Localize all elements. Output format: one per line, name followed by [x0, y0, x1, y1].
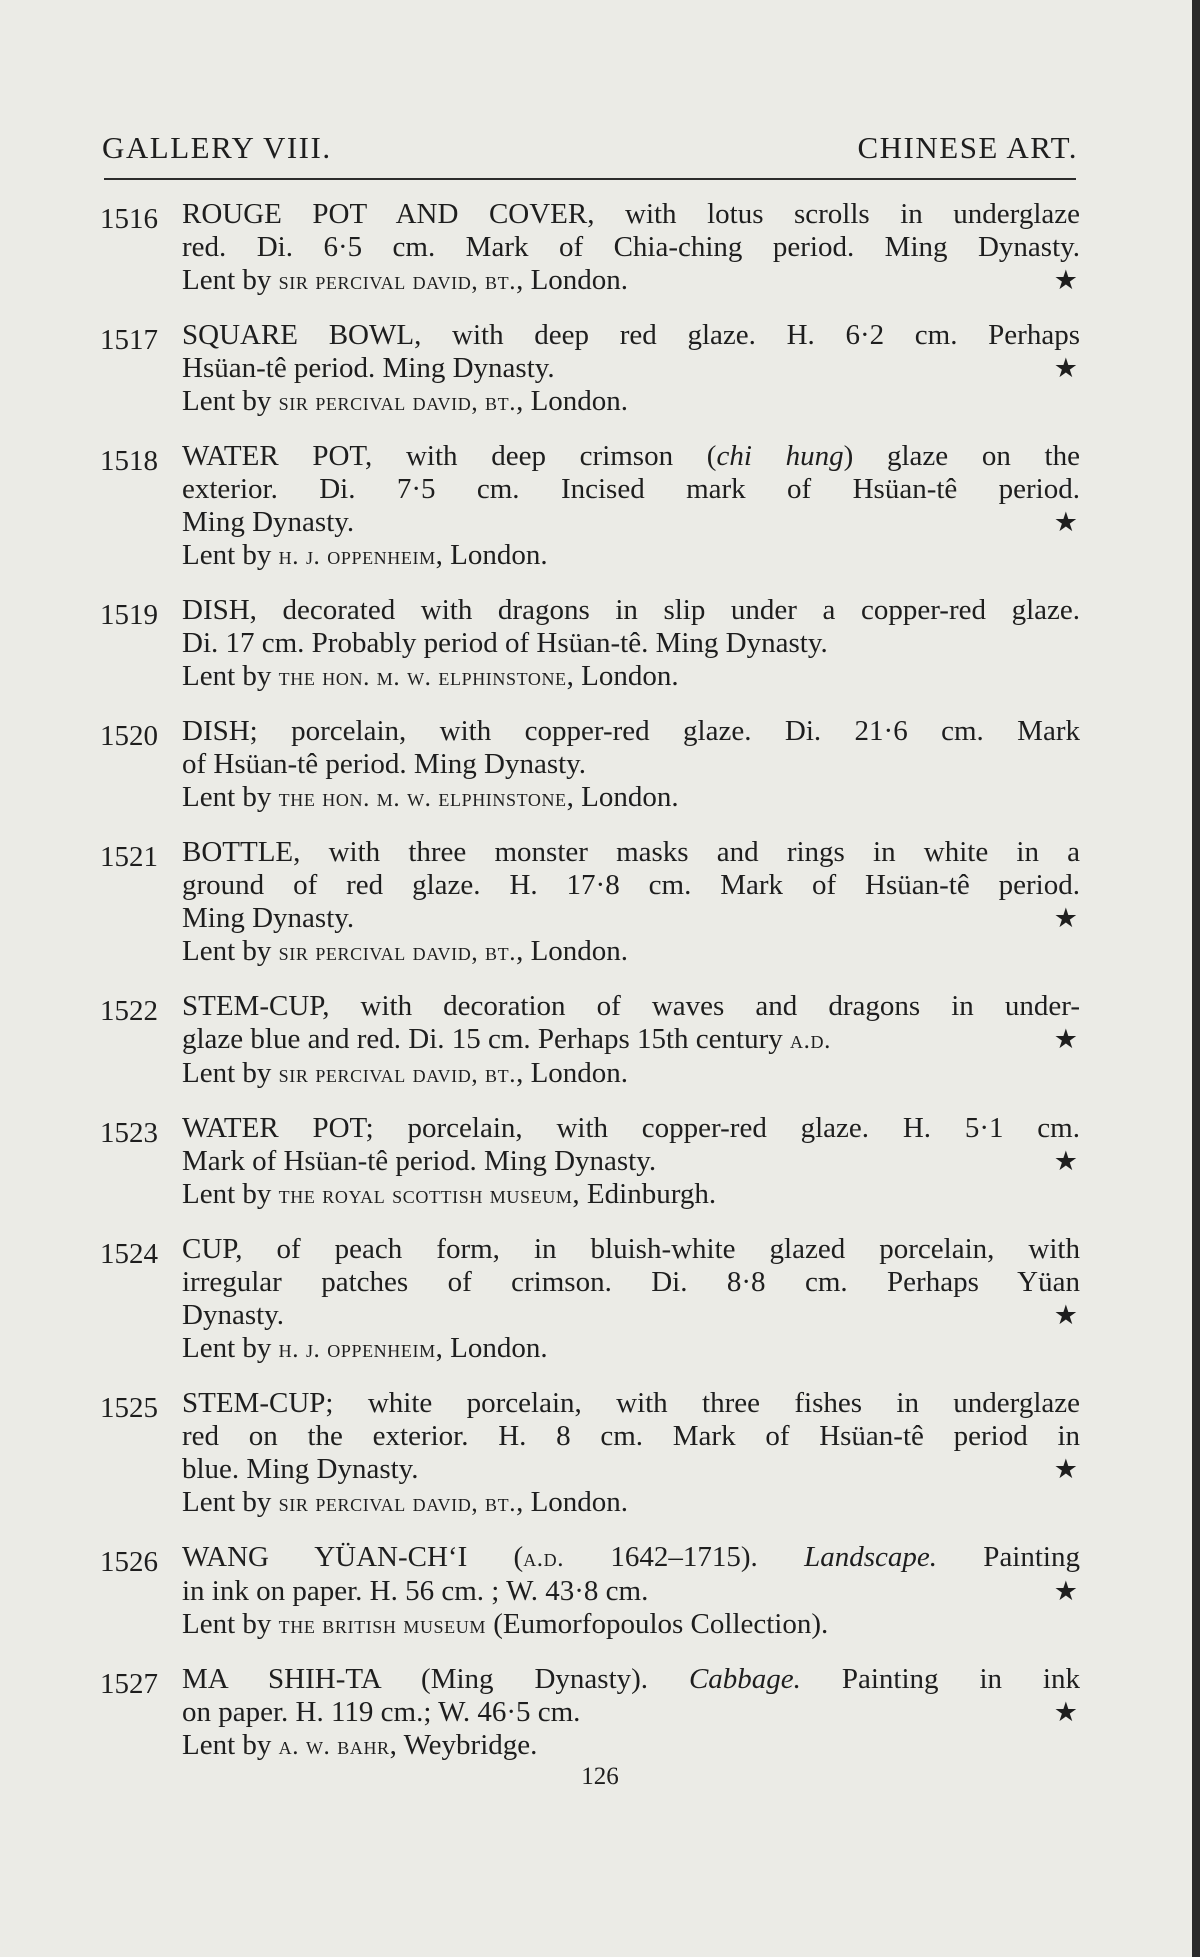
entry-number: 1524: [100, 1238, 158, 1270]
lender-line: [182, 935, 1080, 969]
entry-number: 1516: [100, 203, 158, 235]
entry-number: 1523: [100, 1117, 158, 1149]
era-abbrev: a.d.: [523, 1545, 565, 1572]
entry-line: [182, 1453, 1080, 1486]
entry-number: 1527: [100, 1668, 158, 1700]
star-icon: ★: [1053, 1576, 1078, 1606]
lender-place: , London.: [566, 660, 679, 692]
catalogue-entry-1521: [100, 836, 1080, 969]
entry-line: Di. 17 cm. Probably period of Hsüan-tê. Ming Dynasty.: [182, 627, 828, 659]
lender-place: , London.: [516, 1486, 629, 1518]
lender-line: [182, 781, 1080, 815]
entry-line-text: Dynasty.: [182, 1299, 285, 1331]
entry-line: DISH, decorated with dragons in slip under a copper-red glaze.: [182, 594, 1080, 626]
lent-by-label: Lent by: [182, 1178, 279, 1210]
entry-line: [182, 1145, 1080, 1178]
lender-name: a. w. bahr: [278, 1733, 390, 1760]
entry-text: [182, 836, 1080, 969]
entry-line-text: glaze blue and red. Di. 15 cm. Perhaps 15th century: [182, 1023, 791, 1055]
lent-by-label: Lent by: [182, 264, 279, 296]
lender-line: [182, 1729, 1080, 1763]
lender-line: [182, 1608, 1080, 1642]
entry-line-text: MA SHIH-TA (Ming Dynasty).: [182, 1663, 689, 1695]
entry-line-text: Painting in ink: [800, 1663, 1080, 1695]
entry-line: [182, 1541, 1080, 1575]
catalogue-entry-1526: [100, 1541, 1080, 1642]
lender-line: [182, 264, 1080, 298]
lender-place: , London.: [566, 781, 679, 813]
lender-line: [182, 1486, 1080, 1520]
star-icon: ★: [1053, 1300, 1078, 1330]
lent-by-label: Lent by: [182, 1729, 279, 1761]
lender-place: , London.: [516, 264, 629, 296]
lender-name: the hon. m. w. elphinstone: [278, 664, 567, 691]
star-icon: ★: [1053, 1146, 1078, 1176]
entry-text: [182, 198, 1080, 298]
star-icon: ★: [1053, 265, 1078, 295]
entry-line-text: Ming Dynasty.: [182, 902, 355, 934]
lender-place: , Weybridge.: [389, 1729, 538, 1761]
entry-line: ROUGE POT AND COVER, with lotus scrolls in underglaze: [182, 198, 1080, 230]
era-abbrev: a.d.: [790, 1027, 831, 1054]
painting-title: Landscape.: [804, 1541, 938, 1573]
catalogue-entry-1525: [100, 1387, 1080, 1520]
entry-text: [182, 715, 1080, 815]
star-icon: ★: [1053, 1697, 1078, 1727]
entry-number: 1525: [100, 1392, 158, 1424]
lent-by-label: Lent by: [182, 1332, 279, 1364]
entry-line-text: Ming Dynasty.: [182, 506, 355, 538]
entry-line: CUP, of peach form, in bluish-white glazed porcelain, with: [182, 1233, 1080, 1265]
lender-place: , London.: [516, 935, 629, 967]
page-number: 126: [581, 1763, 619, 1790]
entry-text: [182, 1663, 1080, 1763]
lender-line: [182, 385, 1080, 419]
entry-text: [182, 594, 1080, 694]
entry-line-text: Hsüan-tê period. Ming Dynasty.: [182, 352, 555, 384]
running-head: [100, 130, 1080, 178]
entry-line: [182, 1575, 1080, 1608]
lender-name: the hon. m. w. elphinstone: [278, 785, 567, 812]
painting-title: Cabbage.: [688, 1663, 801, 1695]
entry-line: [182, 1663, 1080, 1696]
star-icon: ★: [1053, 507, 1078, 537]
entry-line: SQUARE BOWL, with deep red glaze. H. 6·2 cm. Perhaps: [182, 319, 1080, 351]
lent-by-label: Lent by: [182, 385, 279, 417]
entry-line-text: blue. Ming Dynasty.: [182, 1453, 419, 1485]
entry-line-text: in ink on paper. H. 56 cm. ; W. 43·8 cm.: [182, 1575, 649, 1607]
catalogue-entry-1519: [100, 594, 1080, 694]
lender-name: the british museum: [278, 1612, 486, 1639]
entry-line: [182, 440, 1080, 473]
entry-line-text: 1642–1715).: [564, 1541, 805, 1573]
lender-line: [182, 1332, 1080, 1366]
lender-name: sir percival david, bt.: [278, 939, 517, 966]
catalogue-page: [100, 130, 1080, 1784]
entry-line: [182, 1023, 1080, 1057]
catalogue-entry-1522: [100, 990, 1080, 1091]
lender-line: [182, 1057, 1080, 1091]
entry-line: [182, 506, 1080, 539]
entry-text: [182, 1112, 1080, 1212]
lent-by-label: Lent by: [182, 660, 279, 692]
entry-text: [182, 319, 1080, 419]
entry-text: [182, 1541, 1080, 1642]
entry-text: [182, 1387, 1080, 1520]
lent-by-label: Lent by: [182, 1608, 279, 1640]
entry-text: [182, 990, 1080, 1091]
lender-place: , London.: [435, 539, 548, 571]
entry-number: 1518: [100, 445, 158, 477]
entry-line: [182, 1299, 1080, 1332]
lender-line: [182, 1178, 1080, 1212]
catalogue-entry-1517: [100, 319, 1080, 419]
entry-line: red on the exterior. H. 8 cm. Mark of Hsüan-tê period in: [182, 1420, 1080, 1452]
lent-by-label: Lent by: [182, 781, 279, 813]
catalogue-entry-1523: [100, 1112, 1080, 1212]
entry-line: irregular patches of crimson. Di. 8·8 cm. Perhaps Yüan: [182, 1266, 1080, 1298]
lender-place: (Eumorfopoulos Collection).: [485, 1608, 829, 1640]
lender-line: [182, 539, 1080, 573]
lender-place: , London.: [516, 385, 629, 417]
entry-line: exterior. Di. 7·5 cm. Incised mark of Hsüan-tê period.: [182, 473, 1080, 505]
lent-by-label: Lent by: [182, 1486, 279, 1518]
entry-line-text: on paper. H. 119 cm.; W. 46·5 cm.: [182, 1696, 581, 1728]
catalogue-entry-1527: [100, 1663, 1080, 1763]
entry-number: 1519: [100, 599, 158, 631]
entry-line: STEM-CUP; white porcelain, with three fishes in underglaze: [182, 1387, 1080, 1419]
lender-name: sir percival david, bt.: [278, 268, 517, 295]
star-icon: ★: [1053, 903, 1078, 933]
lent-by-label: Lent by: [182, 1057, 279, 1089]
entry-line-text: WATER POT, with deep crimson (: [182, 440, 717, 472]
entry-line-text: WANG YÜAN-CH‘I (: [182, 1541, 524, 1573]
entry-line: [182, 902, 1080, 935]
entry-line: DISH; porcelain, with copper-red glaze. Di. 21·6 cm. Mark: [182, 715, 1080, 747]
entry-number: 1521: [100, 841, 158, 873]
catalogue-entry-1518: [100, 440, 1080, 573]
lender-name: h. j. oppenheim: [278, 1336, 436, 1363]
entry-number: 1526: [100, 1546, 158, 1578]
lent-by-label: Lent by: [182, 935, 279, 967]
entry-line: [182, 1696, 1080, 1729]
entry-number: 1517: [100, 324, 158, 356]
entry-text: [182, 1233, 1080, 1366]
star-icon: ★: [1053, 1454, 1078, 1484]
lender-name: sir percival david, bt.: [278, 1490, 517, 1517]
star-icon: ★: [1053, 353, 1078, 383]
catalogue-entry-1516: [100, 198, 1080, 298]
lender-name: the royal scottish museum: [278, 1182, 573, 1209]
lender-place: , Edinburgh.: [572, 1178, 717, 1210]
lender-place: , London.: [435, 1332, 548, 1364]
lender-place: , London.: [516, 1057, 629, 1089]
lender-name: sir percival david, bt.: [278, 389, 517, 416]
section-heading: CHINESE ART.: [857, 130, 1078, 165]
catalogue-entry-1520: [100, 715, 1080, 815]
lender-line: [182, 660, 1080, 694]
lender-name: sir percival david, bt.: [278, 1061, 517, 1088]
header-rule: [104, 178, 1076, 180]
gallery-heading: GALLERY VIII.: [102, 130, 332, 165]
entry-number: 1520: [100, 720, 158, 752]
entry-line: red. Di. 6·5 cm. Mark of Chia-ching period. Ming Dynasty.: [182, 231, 1080, 263]
star-icon: ★: [1053, 1024, 1078, 1054]
entry-number: 1522: [100, 995, 158, 1027]
lent-by-label: Lent by: [182, 539, 279, 571]
entry-line: STEM-CUP, with decoration of waves and dragons in under-: [182, 990, 1080, 1022]
entry-line: of Hsüan-tê period. Ming Dynasty.: [182, 748, 587, 780]
entry-line: ground of red glaze. H. 17·8 cm. Mark of Hsüan-tê period.: [182, 869, 1080, 901]
lender-name: h. j. oppenheim: [278, 543, 436, 570]
entry-line-text: Painting: [937, 1541, 1080, 1573]
entry-line: WATER POT; porcelain, with copper-red glaze. H. 5·1 cm.: [182, 1112, 1080, 1144]
chinese-term: chi hung: [716, 440, 844, 472]
entry-line-text: Mark of Hsüan-tê period. Ming Dynasty.: [182, 1145, 657, 1177]
entry-line-text: ) glaze on the: [843, 440, 1080, 472]
catalogue-entry-1524: [100, 1233, 1080, 1366]
entry-line: [182, 352, 1080, 385]
entry-text: [182, 440, 1080, 573]
entry-line: BOTTLE, with three monster masks and rings in white in a: [182, 836, 1080, 868]
page-edge-shadow: [1192, 0, 1200, 1957]
